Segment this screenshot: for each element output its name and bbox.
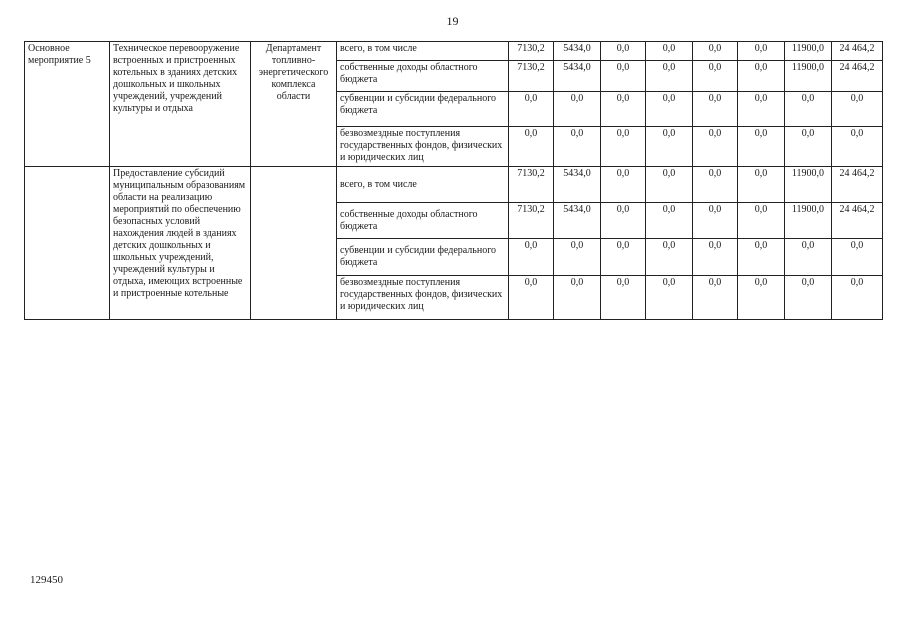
document-code: 129450: [30, 574, 63, 586]
value-cell: 0,0: [646, 42, 693, 61]
value-cell: 7130,2: [509, 203, 554, 239]
value-cell: 5434,0: [554, 61, 601, 92]
value-cell: 0,0: [509, 127, 554, 167]
value-cell: 24 464,2: [832, 203, 883, 239]
value-cell: 7130,2: [509, 42, 554, 61]
row-department: Департамент топливно-энергетического комплекса области: [251, 42, 337, 167]
value-cell: 0,0: [832, 127, 883, 167]
funding-source-label: собственные доходы областного бюджета: [337, 203, 509, 239]
value-cell: 0,0: [738, 276, 785, 320]
row-category: [25, 167, 110, 320]
value-cell: 0,0: [738, 167, 785, 203]
value-cell: 0,0: [601, 61, 646, 92]
value-cell: 0,0: [554, 92, 601, 127]
row-department: [251, 167, 337, 320]
value-cell: 0,0: [785, 276, 832, 320]
value-cell: 0,0: [693, 92, 738, 127]
value-cell: 0,0: [693, 239, 738, 276]
value-cell: 0,0: [785, 239, 832, 276]
row-category: Основное мероприятие 5: [25, 42, 110, 167]
budget-table: [24, 41, 883, 320]
value-cell: 0,0: [738, 239, 785, 276]
value-cell: 0,0: [601, 276, 646, 320]
value-cell: 0,0: [554, 276, 601, 320]
value-cell: 0,0: [646, 239, 693, 276]
value-cell: 0,0: [601, 239, 646, 276]
row-description: Техническое перевооружение встроенных и пристроенных котельных в зданиях детских дошкольных и школьных учреждений, учреждений культуры и отдыха: [110, 42, 251, 167]
funding-source-label: всего, в том числе: [337, 42, 509, 61]
value-cell: 0,0: [693, 127, 738, 167]
row-description: Предоставление субсидий муниципальным образованиям области на реализацию мероприятий по обеспечению безопасных условий нахождения людей в зданиях детских дошкольных и школьных учреждений, учреждений культуры и отдыха, имеющих встроенные и пристроенные котельные: [110, 167, 251, 320]
value-cell: 0,0: [693, 203, 738, 239]
value-cell: 11900,0: [785, 167, 832, 203]
value-cell: 11900,0: [785, 203, 832, 239]
value-cell: 0,0: [693, 61, 738, 92]
value-cell: 5434,0: [554, 203, 601, 239]
value-cell: 0,0: [693, 42, 738, 61]
value-cell: 7130,2: [509, 61, 554, 92]
value-cell: 0,0: [738, 92, 785, 127]
value-cell: 0,0: [554, 127, 601, 167]
page-number: 19: [446, 14, 459, 28]
value-cell: 0,0: [646, 61, 693, 92]
value-cell: 0,0: [693, 276, 738, 320]
value-cell: 24 464,2: [832, 42, 883, 61]
value-cell: 0,0: [738, 203, 785, 239]
value-cell: 0,0: [601, 203, 646, 239]
value-cell: 5434,0: [554, 42, 601, 61]
value-cell: 5434,0: [554, 167, 601, 203]
value-cell: 0,0: [832, 92, 883, 127]
value-cell: 0,0: [738, 42, 785, 61]
value-cell: 0,0: [509, 92, 554, 127]
value-cell: 0,0: [646, 203, 693, 239]
value-cell: 0,0: [646, 276, 693, 320]
value-cell: 0,0: [785, 127, 832, 167]
funding-source-label: безвозмездные поступления государственных фондов, физических и юридических лиц: [337, 276, 509, 320]
value-cell: 0,0: [693, 167, 738, 203]
value-cell: 0,0: [509, 276, 554, 320]
value-cell: 11900,0: [785, 42, 832, 61]
value-cell: 0,0: [601, 167, 646, 203]
funding-source-label: собственные доходы областного бюджета: [337, 61, 509, 92]
value-cell: 24 464,2: [832, 61, 883, 92]
value-cell: 0,0: [785, 92, 832, 127]
value-cell: 0,0: [646, 92, 693, 127]
value-cell: 0,0: [554, 239, 601, 276]
value-cell: 0,0: [832, 276, 883, 320]
value-cell: 0,0: [601, 42, 646, 61]
value-cell: 0,0: [601, 127, 646, 167]
funding-source-label: всего, в том числе: [337, 167, 509, 203]
value-cell: 0,0: [509, 239, 554, 276]
funding-source-label: субвенции и субсидии федерального бюджета: [337, 239, 509, 276]
table-row: [25, 42, 883, 61]
value-cell: 0,0: [646, 127, 693, 167]
funding-source-label: субвенции и субсидии федерального бюджета: [337, 92, 509, 127]
value-cell: 0,0: [738, 127, 785, 167]
table-row: [25, 167, 883, 203]
value-cell: 0,0: [601, 92, 646, 127]
value-cell: 11900,0: [785, 61, 832, 92]
value-cell: 0,0: [738, 61, 785, 92]
value-cell: 0,0: [646, 167, 693, 203]
funding-source-label: безвозмездные поступления государственных фондов, физических и юридических лиц: [337, 127, 509, 167]
value-cell: 24 464,2: [832, 167, 883, 203]
value-cell: 7130,2: [509, 167, 554, 203]
value-cell: 0,0: [832, 239, 883, 276]
